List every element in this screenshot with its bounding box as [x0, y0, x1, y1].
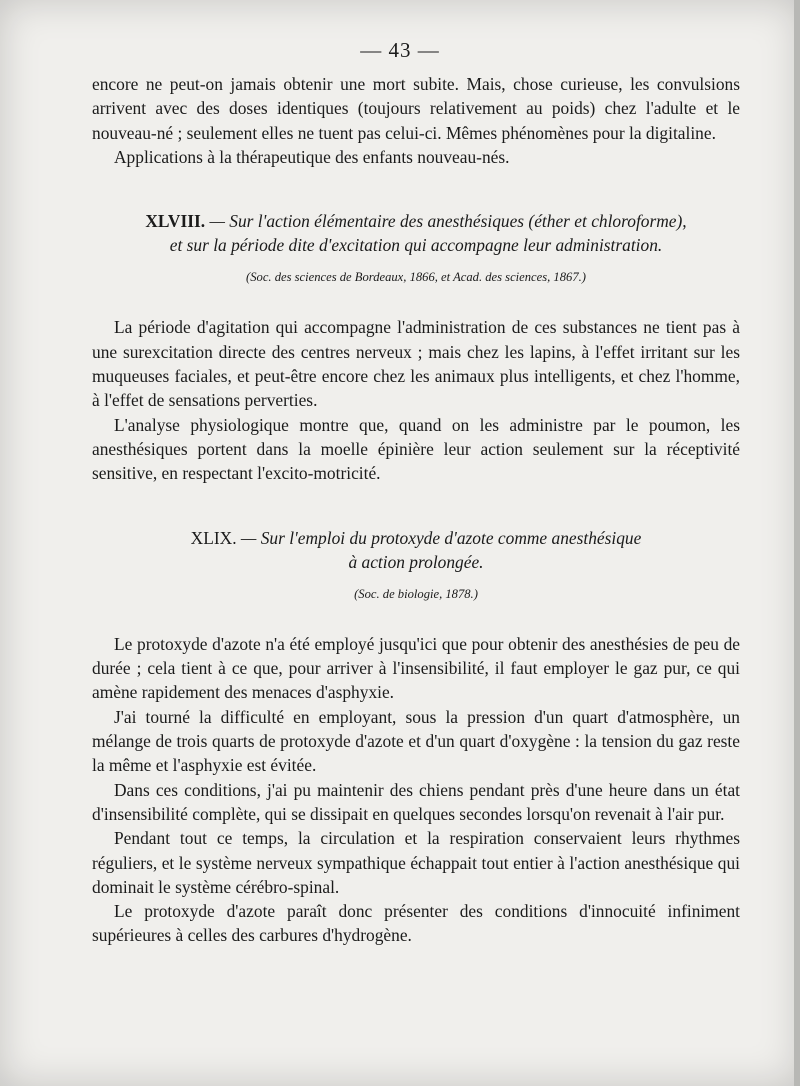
- section-48-number: XLVIII.: [145, 211, 206, 232]
- section-48-title-line2: et sur la période dite d'excitation qui accompagne leur administration.: [169, 235, 663, 256]
- section-48-title-line1: — Sur l'action élémentaire des anesthésiques (éther et chloroforme),: [209, 211, 687, 232]
- section-48-paragraph-1: La période d'agitation qui accompagne l'administration de ces substances ne tient pas à une surexcitation directe des centres nerveux ; mais chez les lapins, à l'effet irritant sur les muqueuses faciales, et peut-être encore chez les animaux plus intelligents, et chez l'homme, à l'effet de sensations perverties.: [92, 317, 740, 411]
- page-number: — 43 —: [360, 38, 440, 62]
- section-49-paragraph-4: Pendant tout ce temps, la circulation et la respiration conservaient leurs rhythmes réguliers, et le système nerveux sympathique échappait tout entier à l'action anesthésique qui dominait le système cérébro-spinal.: [92, 828, 740, 897]
- page-body: [92, 72, 740, 948]
- page-edge: [794, 0, 800, 1086]
- section-49-title-line1: — Sur l'emploi du protoxyde d'azote comme anesthésique: [240, 527, 642, 548]
- section-49-paragraph-2: J'ai tourné la difficulté en employant, sous la pression d'un quart d'atmosphère, un mélange de trois quarts de protoxyde d'azote et d'un quart d'oxygène : la tension du gaz reste la même et l'asphyxie est évitée.: [92, 706, 740, 776]
- section-48-source: (Soc. des sciences de Bordeaux, 1866, et Acad. des sciences, 1867.): [246, 270, 586, 285]
- section-49-paragraph-3: Dans ces conditions, j'ai pu maintenir des chiens pendant près d'une heure dans un état d'insensibilité complète, qui se dissipait en quelques secondes lorsqu'on revenait à l'air pur.: [92, 779, 740, 824]
- section-49-source: (Soc. de biologie, 1878.): [354, 586, 478, 601]
- section-48-heading: [92, 209, 740, 257]
- section-49-paragraph-1: Le protoxyde d'azote n'a été employé jusqu'ici que pour obtenir des anesthésies de peu de durée ; cela tient à ce que, pour arriver à l'insensibilité, il faut employer le gaz pur, ce qui amène rapidement des menaces d'asphyxie.: [92, 633, 740, 703]
- section-49-paragraph-5: Le protoxyde d'azote paraît donc présenter des conditions d'innocuité infiniment supérieures à celles des carbures d'hydrogène.: [92, 901, 740, 946]
- section-48-paragraph-2: L'analyse physiologique montre que, quand on les administre par le poumon, les anesthésiques portent dans la moelle épinière leur action seulement sur la réceptivité sensitive, en respectant l'excito-motricité.: [92, 414, 740, 484]
- section-49-title-line2: à action prolongée.: [348, 551, 484, 572]
- intro-paragraph-1: encore ne peut-on jamais obtenir une mort subite. Mais, chose curieuse, les convulsions arrivent avec des doses identiques (toujours relativement au poids) chez l'adulte et le nouveau-né ; seulement elles ne tuent pas celui-ci. Mêmes phénomènes pour la digitaline.: [92, 74, 740, 143]
- section-49-number: XLIX.: [190, 527, 237, 548]
- intro-paragraph-2: Applications à la thérapeutique des enfants nouveau-nés.: [114, 146, 510, 167]
- section-49-heading: [92, 526, 740, 574]
